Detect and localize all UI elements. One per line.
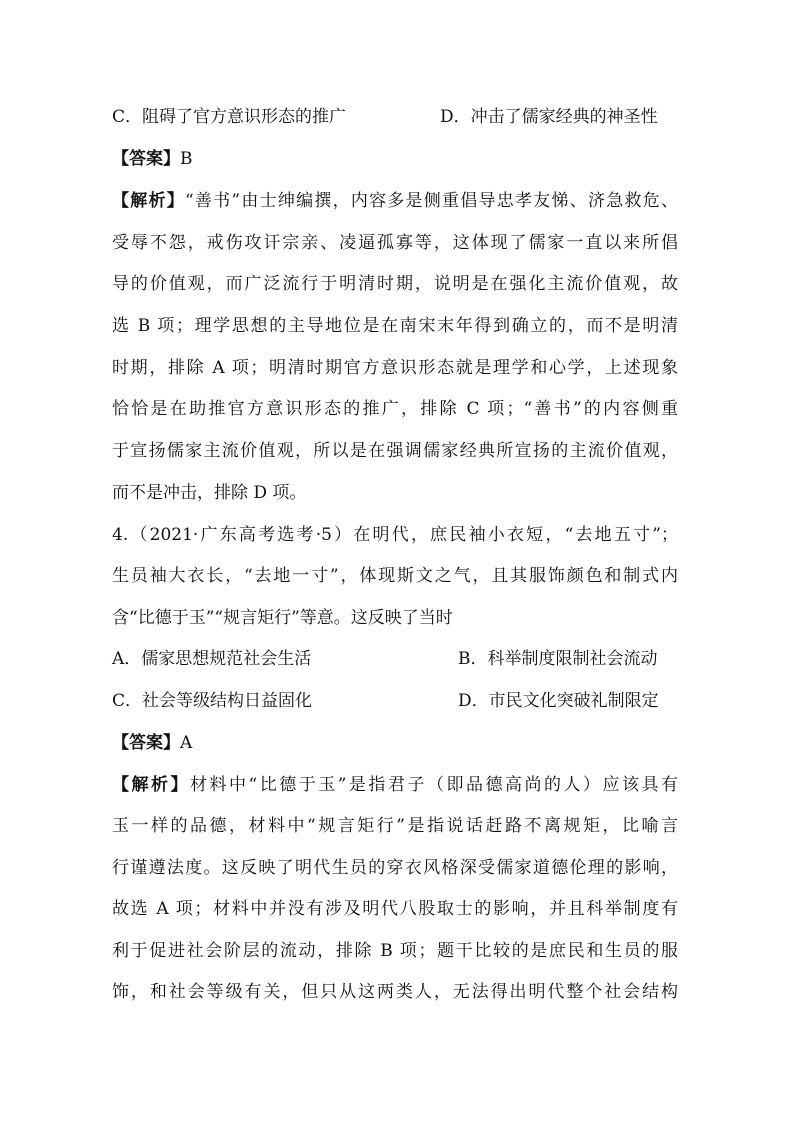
q4-analysis-line-3: 行谨遵法度。这反映了明代生员的穿衣风格深受儒家道德伦理的影响， [112,858,678,878]
q3-analysis-line-8: 而不是冲击，排除 D 项。 [112,483,307,503]
q3-answer [112,148,193,170]
q4-answer [112,732,192,754]
analysis-text: “善书”由士绅编撰，内容多是侧重倡导忠孝友悌、济急救危、 [184,191,678,211]
q4-analysis-line-2: 玉一样的品德，材料中“规言矩行”是指说话赶路不离规矩，比喻言 [112,816,678,836]
q3-option-d: D．冲击了儒家经典的神圣性 [440,107,658,127]
answer-label: 【答案】 [112,149,180,169]
q3-option-c: C．阻碍了官方意识形态的推广 [112,107,347,127]
q4-analysis-line-6: 饰，和社会等级有关，但只从这两类人，无法得出明代整个社会结构 [112,982,678,1002]
q4-option-c: C．社会等级结构日益固化 [112,691,313,711]
q4-analysis-line-5: 利于促进社会阶层的流动，排除 B 项；题干比较的是庶民和生员的服 [112,941,678,961]
q4-analysis-line-1 [112,774,678,796]
q4-stem-line-1: 4.（2021·广东高考选考·5）在明代，庶民袖小衣短，“去地五寸”； [112,525,678,545]
q4-option-a: A．儒家思想规范社会生活 [112,649,312,669]
analysis-label: 【解析】 [112,191,185,211]
q3-analysis-line-7: 于宣扬儒家主流价值观，所以是在强调儒家经典所宣扬的主流价值观， [112,441,678,461]
analysis-label: 【解析】 [112,775,191,795]
answer-label: 【答案】 [112,733,180,753]
answer-value: B [180,149,193,169]
q3-analysis-line-1 [112,190,678,212]
q4-option-b: B．科举制度限制社会流动 [458,649,658,669]
analysis-text: 材料中“比德于玉”是指君子（即品德高尚的人）应该具有 [190,775,678,795]
q3-analysis-line-3: 导的价值观，而广泛流行于明清时期，说明是在强化主流价值观，故 [112,274,678,294]
q3-analysis-line-4: 选 B 项；理学思想的主导地位是在南宋末年得到确立的，而不是明清 [112,316,678,336]
q4-stem-line-3: 含“比德于玉”“规言矩行”等意。这反映了当时 [112,608,453,628]
q3-analysis-line-6: 恰恰是在助推官方意识形态的推广，排除 C 项；“善书”的内容侧重 [112,399,678,419]
q3-analysis-line-5: 时期，排除 A 项；明清时期官方意识形态就是理学和心学，上述现象 [112,358,678,378]
q4-option-d: D．市民文化突破礼制限定 [458,691,659,711]
answer-value: A [180,733,193,753]
q4-analysis-line-4: 故选 A 项；材料中并没有涉及明代八股取士的影响，并且科举制度有 [112,899,678,919]
q4-stem-line-2: 生员袖大衣长，“去地一寸”，体现斯文之气，且其服饰颜色和制式内 [112,566,678,586]
q3-analysis-line-2: 受辱不怨，戒伤攻讦宗亲、凌逼孤寡等，这体现了儒家一直以来所倡 [112,233,678,253]
